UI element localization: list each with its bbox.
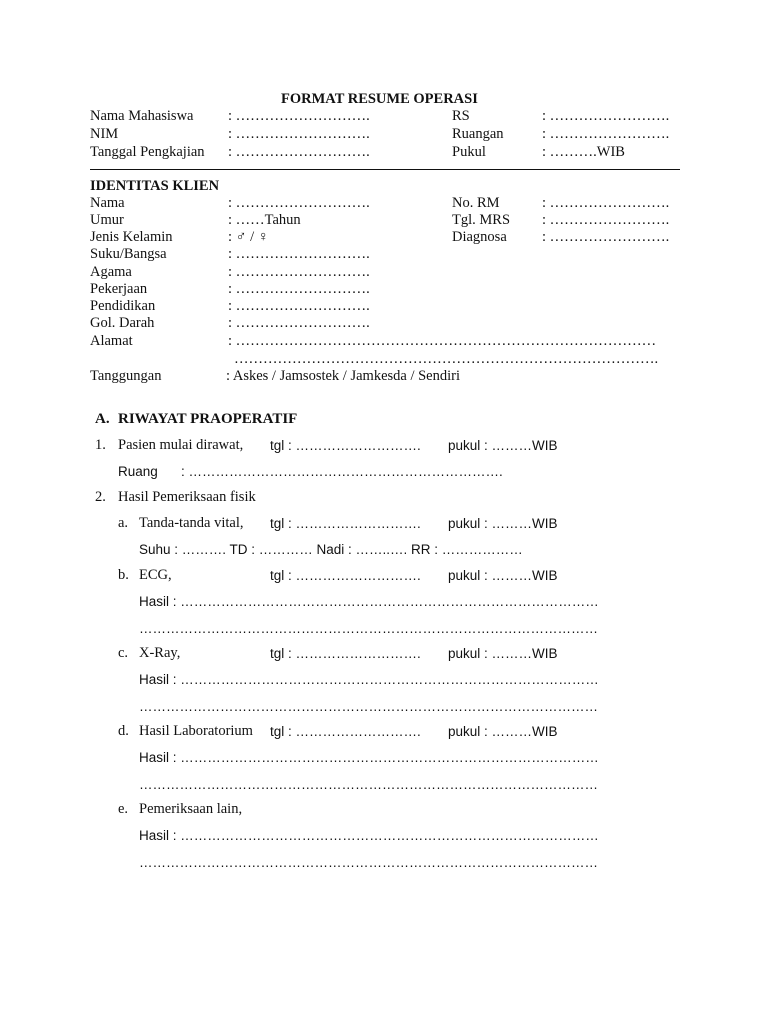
item2-number: 2.	[95, 489, 106, 505]
item2b-pukul-field[interactable]: pukul : ………WIB	[448, 568, 558, 583]
item2c-pukul-field[interactable]: pukul : ………WIB	[448, 646, 558, 661]
label-agama: Agama	[90, 264, 132, 280]
field-tanggal-pengkajian[interactable]: : ……………………….	[228, 144, 370, 160]
item2d-letter: d.	[118, 723, 129, 739]
field-alamat[interactable]: : ……………………………………………………………………………	[228, 333, 657, 349]
header-divider	[90, 169, 680, 170]
item2b-hasil-field[interactable]: Hasil : …………………………………………………………………………………	[139, 594, 599, 609]
label-pukul: Pukul	[452, 144, 486, 160]
item2c-letter: c.	[118, 645, 129, 661]
item2c-label: X-Ray,	[139, 645, 181, 661]
label-tanggungan: Tanggungan	[90, 368, 162, 384]
field-ruangan[interactable]: : …………………….	[542, 126, 670, 142]
field-diagnosa[interactable]: : …………………….	[542, 229, 670, 245]
field-agama[interactable]: : ……………………….	[228, 264, 370, 280]
section-a-heading: RIWAYAT PRAOPERATIF	[118, 411, 298, 427]
field-tgl-mrs[interactable]: : …………………….	[542, 212, 670, 228]
item2c-tgl-field[interactable]: tgl : ……………………….	[270, 646, 421, 661]
section-a-letter: A.	[95, 411, 110, 427]
item1-label: Pasien mulai dirawat,	[118, 437, 244, 453]
label-umur: Umur	[90, 212, 124, 228]
item2b-hasil-line2[interactable]: …………………………………………………………………………………………	[139, 621, 598, 636]
item2a-tgl-field[interactable]: tgl : ……………………….	[270, 516, 421, 531]
field-nama[interactable]: : ……………………….	[228, 195, 370, 211]
label-tanggal-pengkajian: Tanggal Pengkajian	[90, 144, 205, 160]
item1-number: 1.	[95, 437, 106, 453]
label-jenis-kelamin: Jenis Kelamin	[90, 229, 173, 245]
field-pendidikan[interactable]: : ……………………….	[228, 298, 370, 314]
label-alamat: Alamat	[90, 333, 133, 349]
item2d-tgl-field[interactable]: tgl : ……………………….	[270, 724, 421, 739]
item2e-label: Pemeriksaan lain,	[139, 801, 243, 817]
label-suku-bangsa: Suku/Bangsa	[90, 246, 167, 262]
field-pekerjaan[interactable]: : ……………………….	[228, 281, 370, 297]
field-no-rm[interactable]: : …………………….	[542, 195, 670, 211]
item2c-hasil-line2[interactable]: …………………………………………………………………………………………	[139, 699, 598, 714]
label-nama-mahasiswa: Nama Mahasiswa	[90, 108, 194, 124]
item2b-label: ECG,	[139, 567, 172, 583]
label-nim: NIM	[90, 126, 119, 142]
item2e-hasil-field[interactable]: Hasil : …………………………………………………………………………………	[139, 828, 599, 843]
item1-pukul-field[interactable]: pukul : ………WIB	[448, 438, 558, 453]
item1-tgl-field[interactable]: tgl : ……………………….	[270, 438, 421, 453]
item1-ruang-label: Ruang	[118, 464, 158, 479]
field-pukul[interactable]: : ……….WIB	[542, 144, 625, 160]
label-ruangan: Ruangan	[452, 126, 504, 142]
item2b-tgl-field[interactable]: tgl : ……………………….	[270, 568, 421, 583]
item2b-letter: b.	[118, 567, 129, 583]
item2d-label: Hasil Laboratorium	[139, 723, 253, 739]
item2-label: Hasil Pemeriksaan fisik	[118, 489, 256, 505]
item2e-hasil-line2[interactable]: …………………………………………………………………………………………	[139, 855, 598, 870]
label-rs: RS	[452, 108, 470, 124]
item2a-letter: a.	[118, 515, 129, 531]
item1-ruang-field[interactable]: : …………………………………………………………….	[181, 464, 503, 479]
label-gol-darah: Gol. Darah	[90, 315, 155, 331]
page-title: FORMAT RESUME OPERASI	[281, 91, 478, 107]
item2a-vitals-fields[interactable]: Suhu : ………. TD : ………… Nadi : ……..…. RR : ………………	[139, 542, 523, 557]
field-tanggungan[interactable]: : Askes / Jamsostek / Jamkesda / Sendiri	[226, 368, 460, 384]
field-umur[interactable]: : ……Tahun	[228, 212, 301, 228]
item2a-pukul-field[interactable]: pukul : ………WIB	[448, 516, 558, 531]
field-nim[interactable]: : ……………………….	[228, 126, 370, 142]
field-gol-darah[interactable]: : ……………………….	[228, 315, 370, 331]
field-jenis-kelamin[interactable]: : ♂ / ♀	[228, 229, 269, 245]
label-tgl-mrs: Tgl. MRS	[452, 212, 511, 228]
item2a-label: Tanda-tanda vital,	[139, 515, 244, 531]
label-no-rm: No. RM	[452, 195, 500, 211]
item2d-pukul-field[interactable]: pukul : ………WIB	[448, 724, 558, 739]
item2d-hasil-line2[interactable]: …………………………………………………………………………………………	[139, 777, 598, 792]
identitas-heading: IDENTITAS KLIEN	[90, 178, 220, 194]
field-suku-bangsa[interactable]: : ……………………….	[228, 246, 370, 262]
label-pekerjaan: Pekerjaan	[90, 281, 148, 297]
field-rs[interactable]: : …………………….	[542, 108, 670, 124]
field-alamat-line2[interactable]: …………………………………………………………………………….	[234, 351, 659, 367]
label-nama: Nama	[90, 195, 125, 211]
item2e-letter: e.	[118, 801, 129, 817]
field-nama-mahasiswa[interactable]: : ……………………….	[228, 108, 370, 124]
item2d-hasil-field[interactable]: Hasil : …………………………………………………………………………………	[139, 750, 599, 765]
label-diagnosa: Diagnosa	[452, 229, 507, 245]
item2c-hasil-field[interactable]: Hasil : …………………………………………………………………………………	[139, 672, 599, 687]
label-pendidikan: Pendidikan	[90, 298, 156, 314]
